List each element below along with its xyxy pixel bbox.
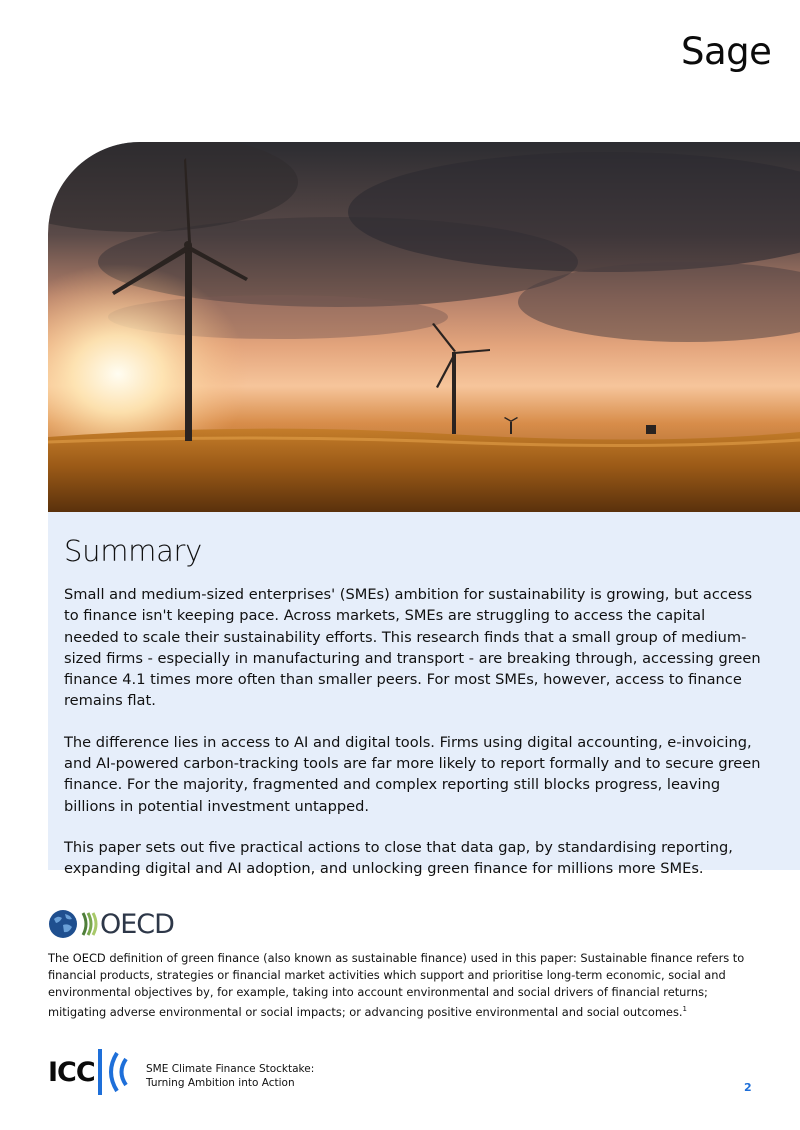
icc-logo [48,1047,129,1097]
wind-turbine-landscape-illustration [48,142,800,512]
oecd-logo [48,907,174,941]
footer-title-line-2: Turning Ambition into Action [146,1077,295,1089]
summary-paragraph-2: The difference lies in access to AI and digital tools. Firms using digital accounting, e-invoicing, and AI-powered carbon-tracking tools are far more likely to report formally and to secure green finance. For the majority, fragmented and complex reporting still blocks progress, leaving billions in potential investment untapped. [64,733,761,815]
sage-logo: Sage [681,30,772,73]
hero-image [48,142,800,512]
oecd-logo-text: OECD [100,908,174,940]
summary-paragraph-3: This paper sets out five practical actions to close that data gap, by standardising reporting, expanding digital and AI adoption, and unlocking green finance for millions more SMEs. [64,838,733,878]
summary-panel [48,512,800,878]
footer-document-title [146,1062,314,1090]
page-number: 2 [744,1081,752,1094]
globe-icon [48,909,78,939]
summary-title: Summary [64,534,203,568]
footer-title-line-1: SME Climate Finance Stocktake: [146,1063,315,1075]
summary-body [64,584,764,900]
icc-logo-text: ICC [48,1056,95,1088]
oecd-arcs-icon [80,909,98,939]
footnote-marker: 1 [682,1005,687,1013]
oecd-definition [48,950,760,1021]
summary-paragraph-1: Small and medium-sized enterprises' (SMEs) ambition for sustainability is growing, but access to finance isn't keeping pace. Across markets, SMEs are struggling to access the capital needed to scale their sustainability efforts. This research finds that a small group of medium-sized firms - especially in manufacturing and transport - are breaking through, accessing green finance 4.1 times more often than smaller peers. For most SMEs, however, access to finance remains flat. [64,586,761,710]
oecd-definition-text: The OECD definition of green finance (also known as sustainable finance) used in this paper: Sustainable finance refers to financial products, strategies or financial market activities which support and prioritise long-term economic, social and environmental objectives by, for example, taking into account environmental and social drivers of financial returns; mitigating adverse environmental or social impacts; or advancing positive environmental and social outcomes. [48,951,745,1019]
icc-brackets-icon [95,1047,129,1097]
